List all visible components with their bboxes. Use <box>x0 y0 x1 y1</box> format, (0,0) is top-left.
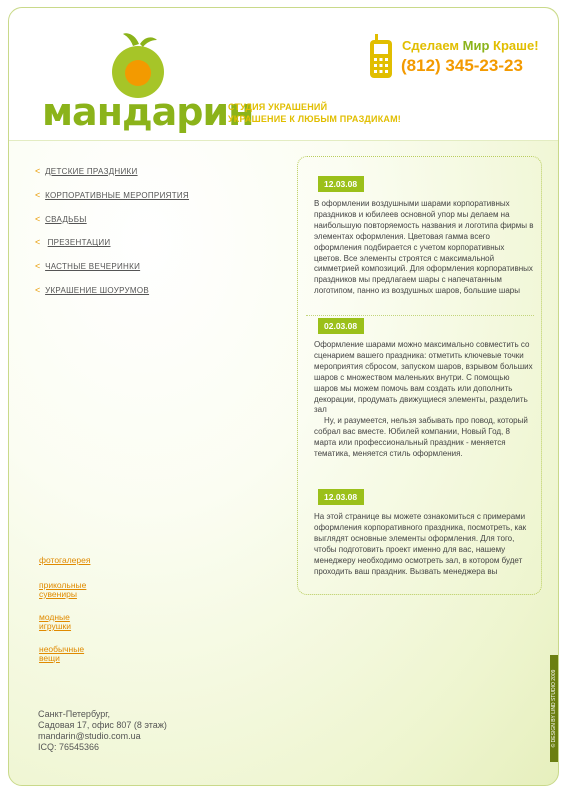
nav-arrow: < <box>35 261 41 272</box>
design-credit[interactable] <box>550 655 559 762</box>
slogan-part-1: Сделаем <box>402 38 463 53</box>
news-date-badge: 12.03.08 <box>318 489 364 505</box>
slogan-part-2: Краше! <box>489 38 539 53</box>
brand-name[interactable]: мандарин <box>42 90 254 134</box>
address-city: Санкт-Петербург, <box>38 709 110 719</box>
nav-item-label[interactable]: ЧАСТНЫЕ ВЕЧЕРИНКИ <box>45 262 141 272</box>
link-fashion-toys[interactable]: модные игрушки <box>39 612 72 631</box>
header <box>9 8 558 141</box>
nav-item-label[interactable]: ДЕТСКИЕ ПРАЗДНИКИ <box>45 167 138 176</box>
news-panel <box>297 156 542 595</box>
contact-address <box>38 709 167 753</box>
news-date-badge: 12.03.08 <box>318 176 364 192</box>
page-frame <box>8 7 559 786</box>
address-icq: ICQ: 76545366 <box>38 742 100 752</box>
nav-item-label[interactable]: УКРАШЕНИЕ ШОУРУМОВ <box>45 285 150 295</box>
nav-item-label[interactable]: КОРПОРАТИВНЫЕ МЕРОПРИЯТИЯ <box>45 190 190 200</box>
news-paragraph: Ну, и разумеется, нельзя забывать про повод, который собрал вас вместе. Юбилей компании, Новый Год, 8 марта или профессиональный праздник - меняется тематика, меняется стиль оформления. <box>314 416 528 459</box>
news-item-text: В оформлении воздушными шарами корпоративных праздников и юбилеев основной упор мы делаем на наибольшую повторяемость названия и логотипа фирмы в элементах оформления. Цветовая гамма всего оформления подбирается с учетом корпоративных цветов. Все элементы строятся с максимальной симметрией композиций. Для оформления корпоративных праздников мы предлагаем шары с напечатанным логотипом, панно из воздушных шаров, большие шары <box>314 199 534 296</box>
nav-item-presentations[interactable] <box>35 237 235 261</box>
nav-arrow: < <box>35 213 41 224</box>
brand-tagline <box>228 101 401 125</box>
nav-arrow: < <box>35 189 41 200</box>
link-funny-souvenirs[interactable]: прикольные сувениры <box>39 580 87 599</box>
link-unusual-things[interactable]: необычные вещи <box>39 644 85 663</box>
nav-item-label[interactable]: ПРЕЗЕНТАЦИИ <box>47 238 111 248</box>
address-email[interactable]: mandarin@studio.com.ua <box>38 731 141 741</box>
nav-item-showroom-decor[interactable] <box>35 285 235 309</box>
slogan <box>402 38 539 53</box>
mobile-phone-icon <box>369 34 393 80</box>
nav-item-private-parties[interactable] <box>35 261 235 285</box>
news-date-badge: 02.03.08 <box>318 318 364 334</box>
main-nav <box>35 166 235 309</box>
link-photo-gallery[interactable]: фотогалерея <box>39 555 91 565</box>
nav-item-label[interactable]: СВАДЬБЫ <box>45 214 87 224</box>
news-divider <box>306 315 534 316</box>
news-paragraph: Оформление шарами можно максимально совместить со сценарием вашего праздника: отметить ключевые точки мероприятия сбросом, запуском шаров, взрывом больших шаров с множеством маленьких внутри. С помощью шаров мы можем помочь вам создать или дополнить декорации, продумать движущиеся элементы, разделить зал <box>314 340 533 415</box>
address-street: Садовая 17, офис 807 (8 этаж) <box>38 720 167 730</box>
news-item-text: На этой странице вы можете ознакомиться с примерами оформления корпоративного праздника, посмотреть, как выглядят основные элементы оформления. Для того, чтобы подготовить проект именно для вас, нашему менеджеру необходимо осмотреть зал, в котором будет проходить ваш праздник. Вызвать менеджера вы <box>314 512 527 576</box>
tagline-line-2: УКРАШЕНИЕ К ЛЮБЫМ ПРАЗДИКАМ! <box>228 114 401 124</box>
nav-item-weddings[interactable] <box>35 214 235 238</box>
nav-item-corporate-events[interactable] <box>35 190 235 214</box>
slogan-accent: Мир <box>462 38 490 53</box>
nav-arrow: < <box>35 166 41 176</box>
news-item-text <box>314 340 534 460</box>
nav-item-kids-parties[interactable] <box>35 166 235 190</box>
nav-arrow: < <box>35 284 41 295</box>
tagline-line-1: СТУДИЯ УКРАШЕНИЙ <box>228 102 328 112</box>
side-links <box>39 556 159 677</box>
phone-number: (812) 345-23-23 <box>401 56 523 75</box>
design-credit-text: © DESIGN BY LIND STUDIO 2009 <box>551 669 557 748</box>
nav-arrow: < <box>35 237 41 248</box>
